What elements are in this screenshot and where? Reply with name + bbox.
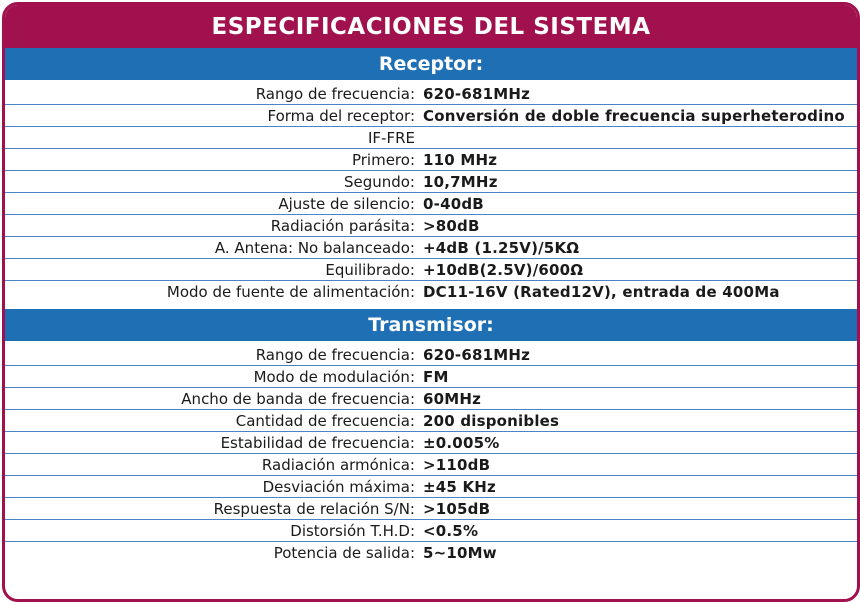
spec-row [5, 520, 857, 542]
spec-label: Estabilidad de frecuencia: [220, 433, 415, 452]
spec-label: A. Antena: No balanceado: [214, 238, 415, 257]
spec-row [5, 105, 857, 127]
spec-label: Distorsión T.H.D: [290, 521, 415, 540]
spec-value: >80dB [423, 216, 480, 235]
spec-label: Radiación armónica: [261, 455, 415, 474]
spec-value: 60MHz [423, 389, 482, 408]
spec-row [5, 498, 857, 520]
spec-value: FM [423, 367, 449, 386]
spec-value: >105dB [423, 499, 491, 518]
spec-label: Ancho de banda de frecuencia: [181, 389, 415, 408]
spec-value: +10dB(2.5V)/600Ω [423, 260, 584, 279]
spec-label: IF-FRE [368, 128, 415, 147]
spec-row [5, 193, 857, 215]
spec-value: 10,7MHz [423, 172, 498, 191]
spec-row [5, 83, 857, 105]
spec-label: Equilibrado: [325, 260, 415, 279]
spec-row [5, 344, 857, 366]
spec-label: Primero: [351, 150, 415, 169]
spec-label: Radiación parásita: [270, 216, 415, 235]
spec-label: Rango de frecuencia: [255, 345, 415, 364]
spec-row [5, 542, 857, 564]
spec-row [5, 237, 857, 259]
spec-row [5, 454, 857, 476]
receptor-table [5, 80, 857, 303]
spec-label: Cantidad de frecuencia: [235, 411, 415, 430]
spec-value: DC11-16V (Rated12V), entrada de 400Ma [423, 283, 780, 301]
receptor-header: Receptor: [5, 48, 857, 80]
spec-label: Desviación máxima: [262, 477, 415, 496]
spec-row [5, 432, 857, 454]
transmisor-header: Transmisor: [5, 309, 857, 341]
spec-label: Respuesta de relación S/N: [213, 499, 415, 518]
spec-value: 0-40dB [423, 194, 484, 213]
spec-value: 620-681MHz [423, 345, 531, 364]
spec-row [5, 410, 857, 432]
spec-row [5, 388, 857, 410]
transmisor-table [5, 341, 857, 564]
spec-row [5, 171, 857, 193]
spec-row [5, 366, 857, 388]
spec-label: Forma del receptor: [267, 106, 415, 125]
spec-label: Rango de frecuencia: [255, 84, 415, 103]
spec-sheet [2, 2, 860, 602]
spec-row [5, 215, 857, 237]
spec-row [5, 259, 857, 281]
spec-value: +4dB (1.25V)/5KΩ [423, 238, 580, 257]
spec-value: ±0.005% [423, 433, 500, 452]
spec-value: 110 MHz [423, 150, 498, 169]
spec-value: ±45 KHz [423, 477, 496, 496]
spec-row [5, 127, 857, 149]
spec-label: Potencia de salida: [273, 544, 415, 562]
spec-label: Modo de modulación: [253, 367, 415, 386]
spec-value: 5~10Mw [423, 544, 497, 562]
spec-value: 620-681MHz [423, 84, 531, 103]
spec-row [5, 476, 857, 498]
spec-row [5, 149, 857, 171]
spec-value: <0.5% [423, 521, 479, 540]
page-title: ESPECIFICACIONES DEL SISTEMA [5, 5, 857, 48]
spec-label: Modo de fuente de alimentación: [166, 283, 415, 301]
spec-value: >110dB [423, 455, 491, 474]
spec-label: Ajuste de silencio: [278, 194, 415, 213]
spec-value: 200 disponibles [423, 411, 560, 430]
spec-row [5, 281, 857, 303]
spec-label: Segundo: [343, 172, 415, 191]
spec-value: Conversión de doble frecuencia superheterodino [423, 106, 845, 125]
